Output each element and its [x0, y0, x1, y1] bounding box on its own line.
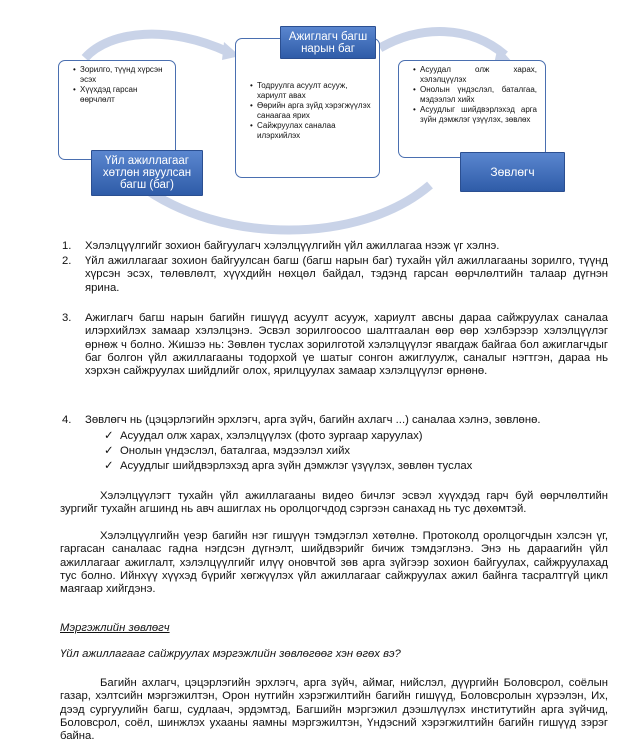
list-number: 3. [62, 312, 72, 324]
check-icon: ✓ [104, 430, 114, 442]
list-number: 2. [62, 255, 72, 267]
list-number: 1. [62, 240, 72, 252]
section-question: Үйл ажиллагааг сайжруулах мэргэжлийн зөвлөгөөг хэн өгөх вэ? [60, 648, 401, 660]
right-tag: Зөвлөгч [460, 152, 565, 192]
list-item: Хэлэлцүүлгийг зохион байгуулагч хэлэлцүүлгийн үйл ажиллагаа нээж үг хэлнэ. [85, 240, 500, 252]
check-icon: ✓ [104, 460, 114, 472]
check-icon: ✓ [104, 445, 114, 457]
paragraph: Хэлэлцүүлэгт тухайн үйл ажиллагааны видео бичлэг эсвэл хүүхдэд гарч буй өөрчлөлтийн зургийг тухайн агшинд нь авч ашиглах нь оролцогчдод сэргээн санахад нь тус дөхөмтэй. [60, 490, 608, 516]
right-box-item: • Онолын үндэслэл, баталгаа, мэдээлэл хийх [413, 85, 537, 104]
center-box-item: • Тодруулга асуулт асууж, хариулт авах [250, 81, 371, 100]
left-box [58, 60, 176, 160]
check-item [104, 445, 350, 458]
section-heading: Мэргэжлийн зөвлөгч [60, 622, 170, 634]
left-tag: Үйл ажиллагааг хөтлөн явуулсан багш (баг) [91, 150, 203, 196]
left-box-item: • Зорилго, түүнд хүрсэн эсэх [73, 65, 167, 84]
center-tag: Ажиглагч багш нарын баг [280, 26, 376, 59]
paragraph: Хэлэлцүүлгийн үеэр багийн нэг гишүүн тэмдэглэл хөтөлнө. Протоколд оролцогчдын хэлсэн үг, гаргасан саналаас гадна нэгдсэн дүгнэлт, шийдвэрийг бичиж тэмдэглэнэ. Энэ нь дараагийн үйл ажиллагааг ажиглалт, хэлэлцүүлгийг илүү оновчтой зөв арга зүйгээр зохион байгуулах, сайжруулахад тус болно. Ийнхүү хүүхэд бүрийг хөгжүүлэх үйл ажиллагааг сайжруулах ажил байнга тасралтгүй цикл маягаар хийгдэнэ. [60, 530, 608, 596]
check-item-text: Асуудлыг шийдвэрлэхэд арга зүйн дэмжлэг үзүүлэх, зөвлөн туслах [120, 460, 473, 472]
check-item-text: Асуудал олж харах, хэлэлцүүлэх (фото зургаар харуулах) [120, 430, 423, 442]
check-item [104, 460, 472, 473]
check-item [104, 430, 423, 443]
center-box-item: • Өөрийн арга зүйд хэрэгжүүлэх санаагаа ярих [250, 101, 371, 120]
right-box [398, 60, 546, 158]
right-box-item: • Асуудал олж харах, хэлэлцүүлэх [413, 65, 537, 84]
left-box-item: • Хүүхдэд гарсан өөрчлөлт [73, 85, 167, 104]
list-item: Зөвлөгч нь (цэцэрлэгийн эрхлэгч, арга зүйч, багийн ахлагч ...) саналаа хэлнэ, зөвлөнө. [85, 414, 541, 426]
center-box-item: • Сайжруулах саналаа илэрхийлэх [250, 121, 371, 140]
list-number: 4. [62, 414, 72, 426]
paragraph: Багийн ахлагч, цэцэрлэгийн эрхлэгч, арга зүйч, аймаг, нийслэл, дүүргийн Боловсрол, соёлын газар, хэлтсийн мэргэжилтэн, Орон нутгийн хэрэгжилтийн багийн гишүүд, Боловсролын хүрээлэн, Их, дээд сургуулийн багш, судлаач, эрдэмтэд, Багшийн мэргэжил дээшлүүлэх институтийн арга зүйчид, Боловсрол, соёл, шинжлэх ухааны яамны мэргэжилтэн, Үндэсний хэрэгжилтийн багийн гишүүд зэрэг байна. [60, 677, 608, 743]
right-box-item: • Асуудлыг шийдвэрлэхэд арга зүйн дэмжлэг үзүүлэх, зөвлөх [413, 105, 537, 124]
list-item: Үйл ажиллагааг зохион байгуулсан багш (багш нарын баг) тухайн үйл ажиллагааны зорилго, түүнд хүрсэн эсэх, төлөвлөлт, хүүхдийн нөхцөл байдал, тэдэнд гарсан өөрчлөлтийн талаар дүгнэн ярина. [85, 255, 608, 294]
check-item-text: Онолын үндэслэл, баталгаа, мэдээлэл хийх [120, 445, 351, 457]
center-box [235, 38, 380, 178]
list-item: Ажиглагч багш нарын багийн гишүүд асуулт асууж, хариулт авсны дараа сайжруулах саналаа илэрхийлэх замаар хэлэлцэнэ. Эсвэл зорилгоосоо шалтгаалан өөр өөр хэлбэрээр хэлэлцүүлэг өрнөж ч болно. Жишээ нь: Зөвлөн туслах зорилготой хэлэлцүүлэг явагдаж байгаа бол ажиглагчдыг баг болгон үйл ажиллагааны тодорхой үе шатыг сонгон ажиглуулж, саналыг нэгтгэн, дараа нь хэрхэн сайжруулах шийдлийг олох, ярилцуулах замаар хэлэлцүүлэг өрнөнө. [85, 312, 608, 378]
